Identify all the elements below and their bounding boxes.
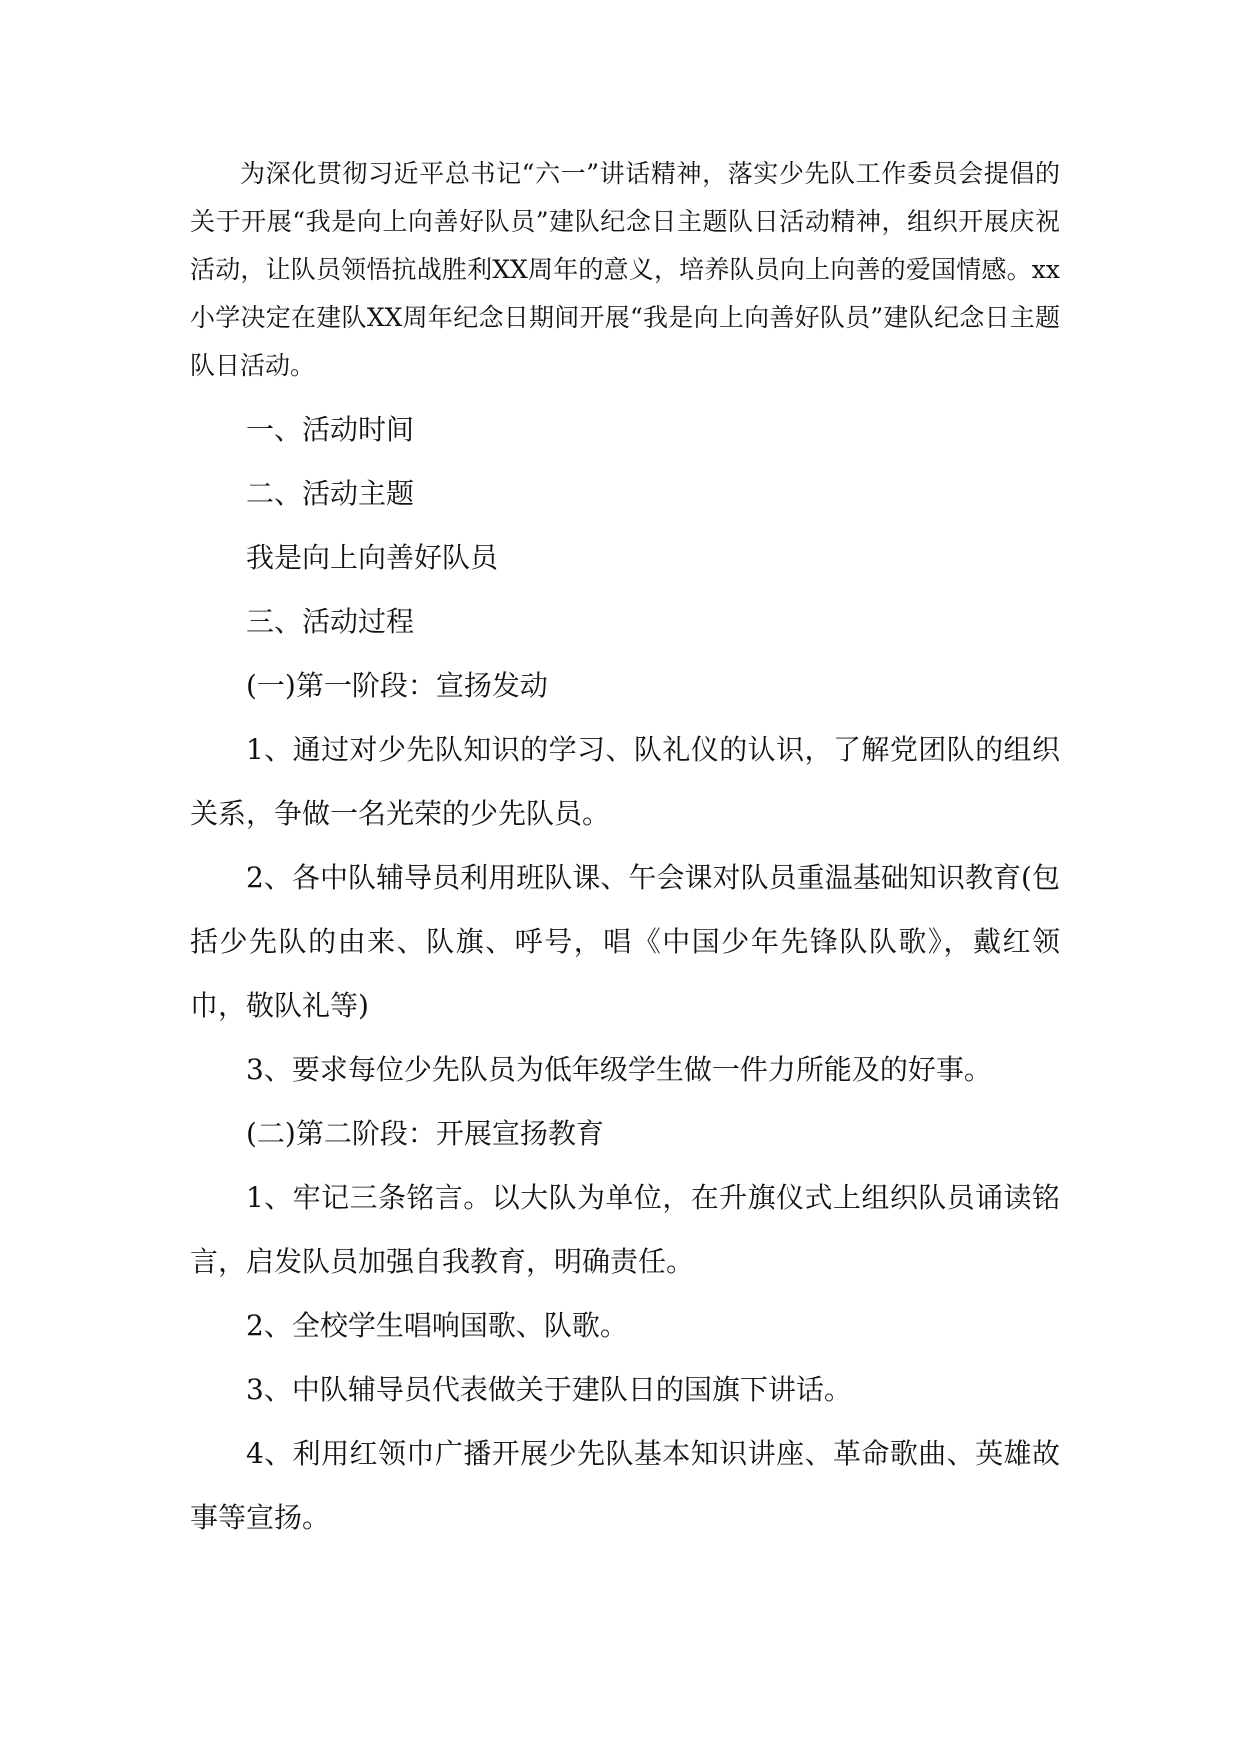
- stage-two-item-2: 2、全校学生唱响国歌、队歌。: [246, 1309, 628, 1342]
- stage-one-heading: (一)第一阶段：宣扬发动: [246, 669, 548, 702]
- stage-two-heading: (二)第二阶段：开展宣扬教育: [246, 1117, 604, 1150]
- stage-two-item-3: 3、中队辅导员代表做关于建队日的国旗下讲话。: [246, 1373, 852, 1406]
- heading-activity-time: 一、活动时间: [246, 413, 415, 446]
- stage-one-item-3: 3、要求每位少先队员为低年级学生做一件力所能及的好事。: [246, 1053, 992, 1086]
- stage-two-item-1: 1、牢记三条铭言。以大队为单位，在升旗仪式上组织队员诵读铭言，启发队员加强自我教育，明确责任。: [190, 1181, 1060, 1278]
- stage-one-item-1: 1、通过对少先队知识的学习、队礼仪的认识，了解党团队的组织关系，争做一名光荣的少先队员。: [190, 733, 1060, 830]
- activity-theme-text: 我是向上向善好队员: [246, 541, 499, 574]
- heading-activity-process: 三、活动过程: [246, 605, 415, 638]
- stage-one-item-2: 2、各中队辅导员利用班队课、午会课对队员重温基础知识教育(包括少先队的由来、队旗、呼号，唱《中国少年先锋队队歌》，戴红领巾，敬队礼等): [190, 861, 1060, 1022]
- heading-activity-theme: 二、活动主题: [246, 477, 415, 510]
- document-body: [190, 150, 1060, 1550]
- intro-paragraph: 为深化贯彻习近平总书记“六一”讲话精神，落实少先队工作委员会提倡的关于开展“我是向上向善好队员”建队纪念日主题队日活动精神，组织开展庆祝活动，让队员领悟抗战胜利XX周年的意义，培养队员向上向善的爱国情感。xx小学决定在建队XX周年纪念日期间开展“我是向上向善好队员”建队纪念日主题队日活动。: [190, 159, 1060, 380]
- stage-two-item-4: 4、利用红领巾广播开展少先队基本知识讲座、革命歌曲、英雄故事等宣扬。: [190, 1437, 1060, 1534]
